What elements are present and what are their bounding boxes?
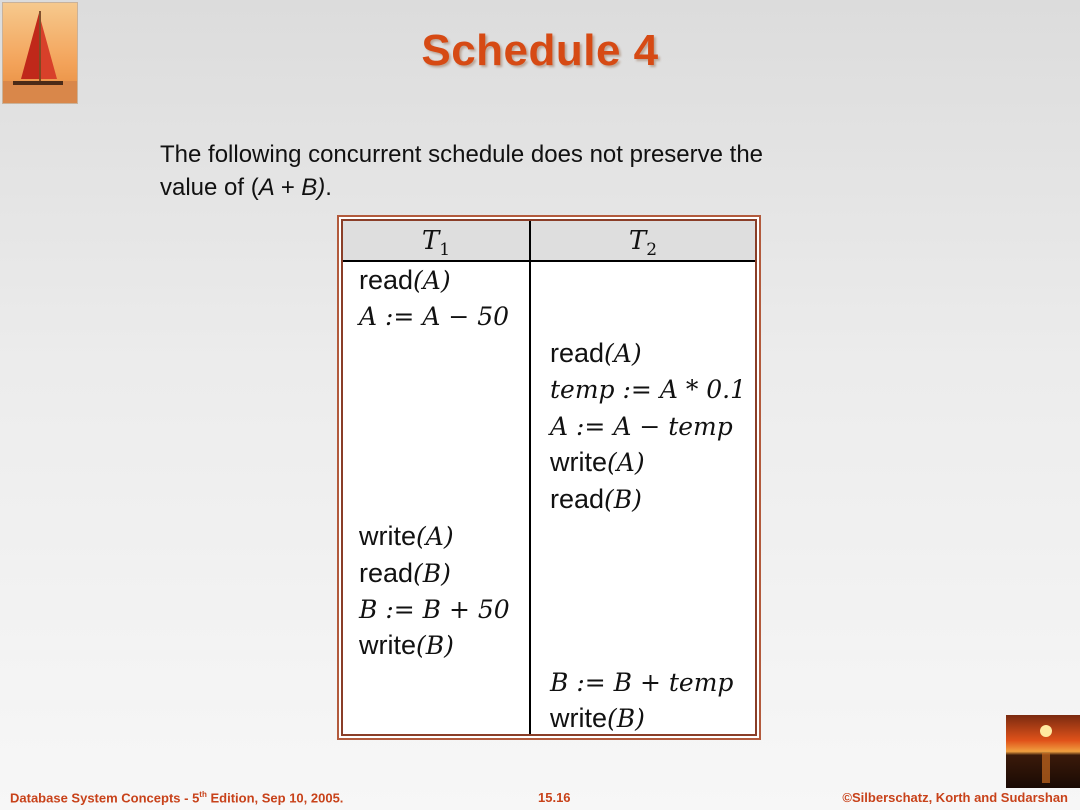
sunset-logo-image <box>1006 715 1080 788</box>
t2-read-a <box>550 335 642 371</box>
t2-temp-assign-expr: temp := A * 0.1 <box>550 375 747 404</box>
intro-text <box>160 138 880 204</box>
t1-read-a-arg: (A) <box>413 266 451 295</box>
header-t2-letter: T <box>628 226 647 256</box>
t2-b-plus-temp <box>550 664 733 700</box>
t2-a-minus-temp-expr: A := A − temp <box>550 412 733 441</box>
t1-write-a <box>359 518 454 554</box>
t2-read-b-arg: (B) <box>604 485 642 514</box>
t1-read-b-arg: (B) <box>413 559 451 588</box>
t1-write-b-verb: write <box>359 630 417 660</box>
header-t1 <box>343 223 529 259</box>
t1-write-b-arg: (B) <box>416 631 454 660</box>
footer-page-number: 15.16 <box>538 790 571 805</box>
t1-read-a <box>359 262 451 298</box>
t1-read-a-verb: read <box>359 265 414 295</box>
t2-a-minus-temp <box>550 408 733 444</box>
schedule-table <box>337 215 761 740</box>
header-t2-index: 2 <box>646 240 658 260</box>
slide-title: Schedule 4 <box>421 26 659 75</box>
header-t1-index: 1 <box>439 240 451 260</box>
footer-edition-sup: th <box>199 789 207 799</box>
header-t2 <box>531 223 755 259</box>
t1-b-plus-50 <box>359 591 510 627</box>
t2-write-a-arg: (A) <box>607 448 645 477</box>
t1-write-a-arg: (A) <box>416 522 454 551</box>
intro-line-1: The following concurrent schedule does not preserve the <box>160 141 764 168</box>
t2-temp-assign <box>550 371 746 407</box>
intro-line-2 <box>160 171 880 204</box>
column-divider <box>529 221 531 734</box>
t1-a-minus-50 <box>359 298 509 334</box>
t2-write-b <box>550 700 645 736</box>
footer-edition-prefix: Database System Concepts - 5 <box>10 790 200 805</box>
t1-write-b <box>359 627 454 663</box>
t2-b-plus-temp-expr: B := B + temp <box>550 668 734 697</box>
t1-read-b <box>359 555 451 591</box>
footer-edition <box>10 790 343 805</box>
t2-write-b-arg: (B) <box>607 704 645 733</box>
t2-read-a-arg: (A) <box>604 339 642 368</box>
t2-read-b <box>550 481 642 517</box>
t1-b-plus-50-expr: B := B + 50 <box>359 595 510 624</box>
intro-line-2-suffix: . <box>325 174 332 201</box>
intro-line-2-prefix: value of ( <box>160 174 259 201</box>
t1-a-minus-50-expr: A := A − 50 <box>359 302 510 331</box>
t2-write-b-verb: write <box>550 703 608 733</box>
t2-read-b-verb: read <box>550 484 605 514</box>
t2-read-a-verb: read <box>550 338 605 368</box>
schedule-table-inner <box>341 219 757 736</box>
t2-write-a <box>550 444 645 480</box>
t2-write-a-verb: write <box>550 447 608 477</box>
t1-write-a-verb: write <box>359 521 417 551</box>
footer-edition-suffix: Edition, Sep 10, 2005. <box>206 790 344 805</box>
t1-read-b-verb: read <box>359 558 414 588</box>
intro-line-2-expr: A + B) <box>258 174 326 201</box>
header-t1-letter: T <box>421 226 440 256</box>
footer-copyright: ©Silberschatz, Korth and Sudarshan <box>842 790 1068 805</box>
